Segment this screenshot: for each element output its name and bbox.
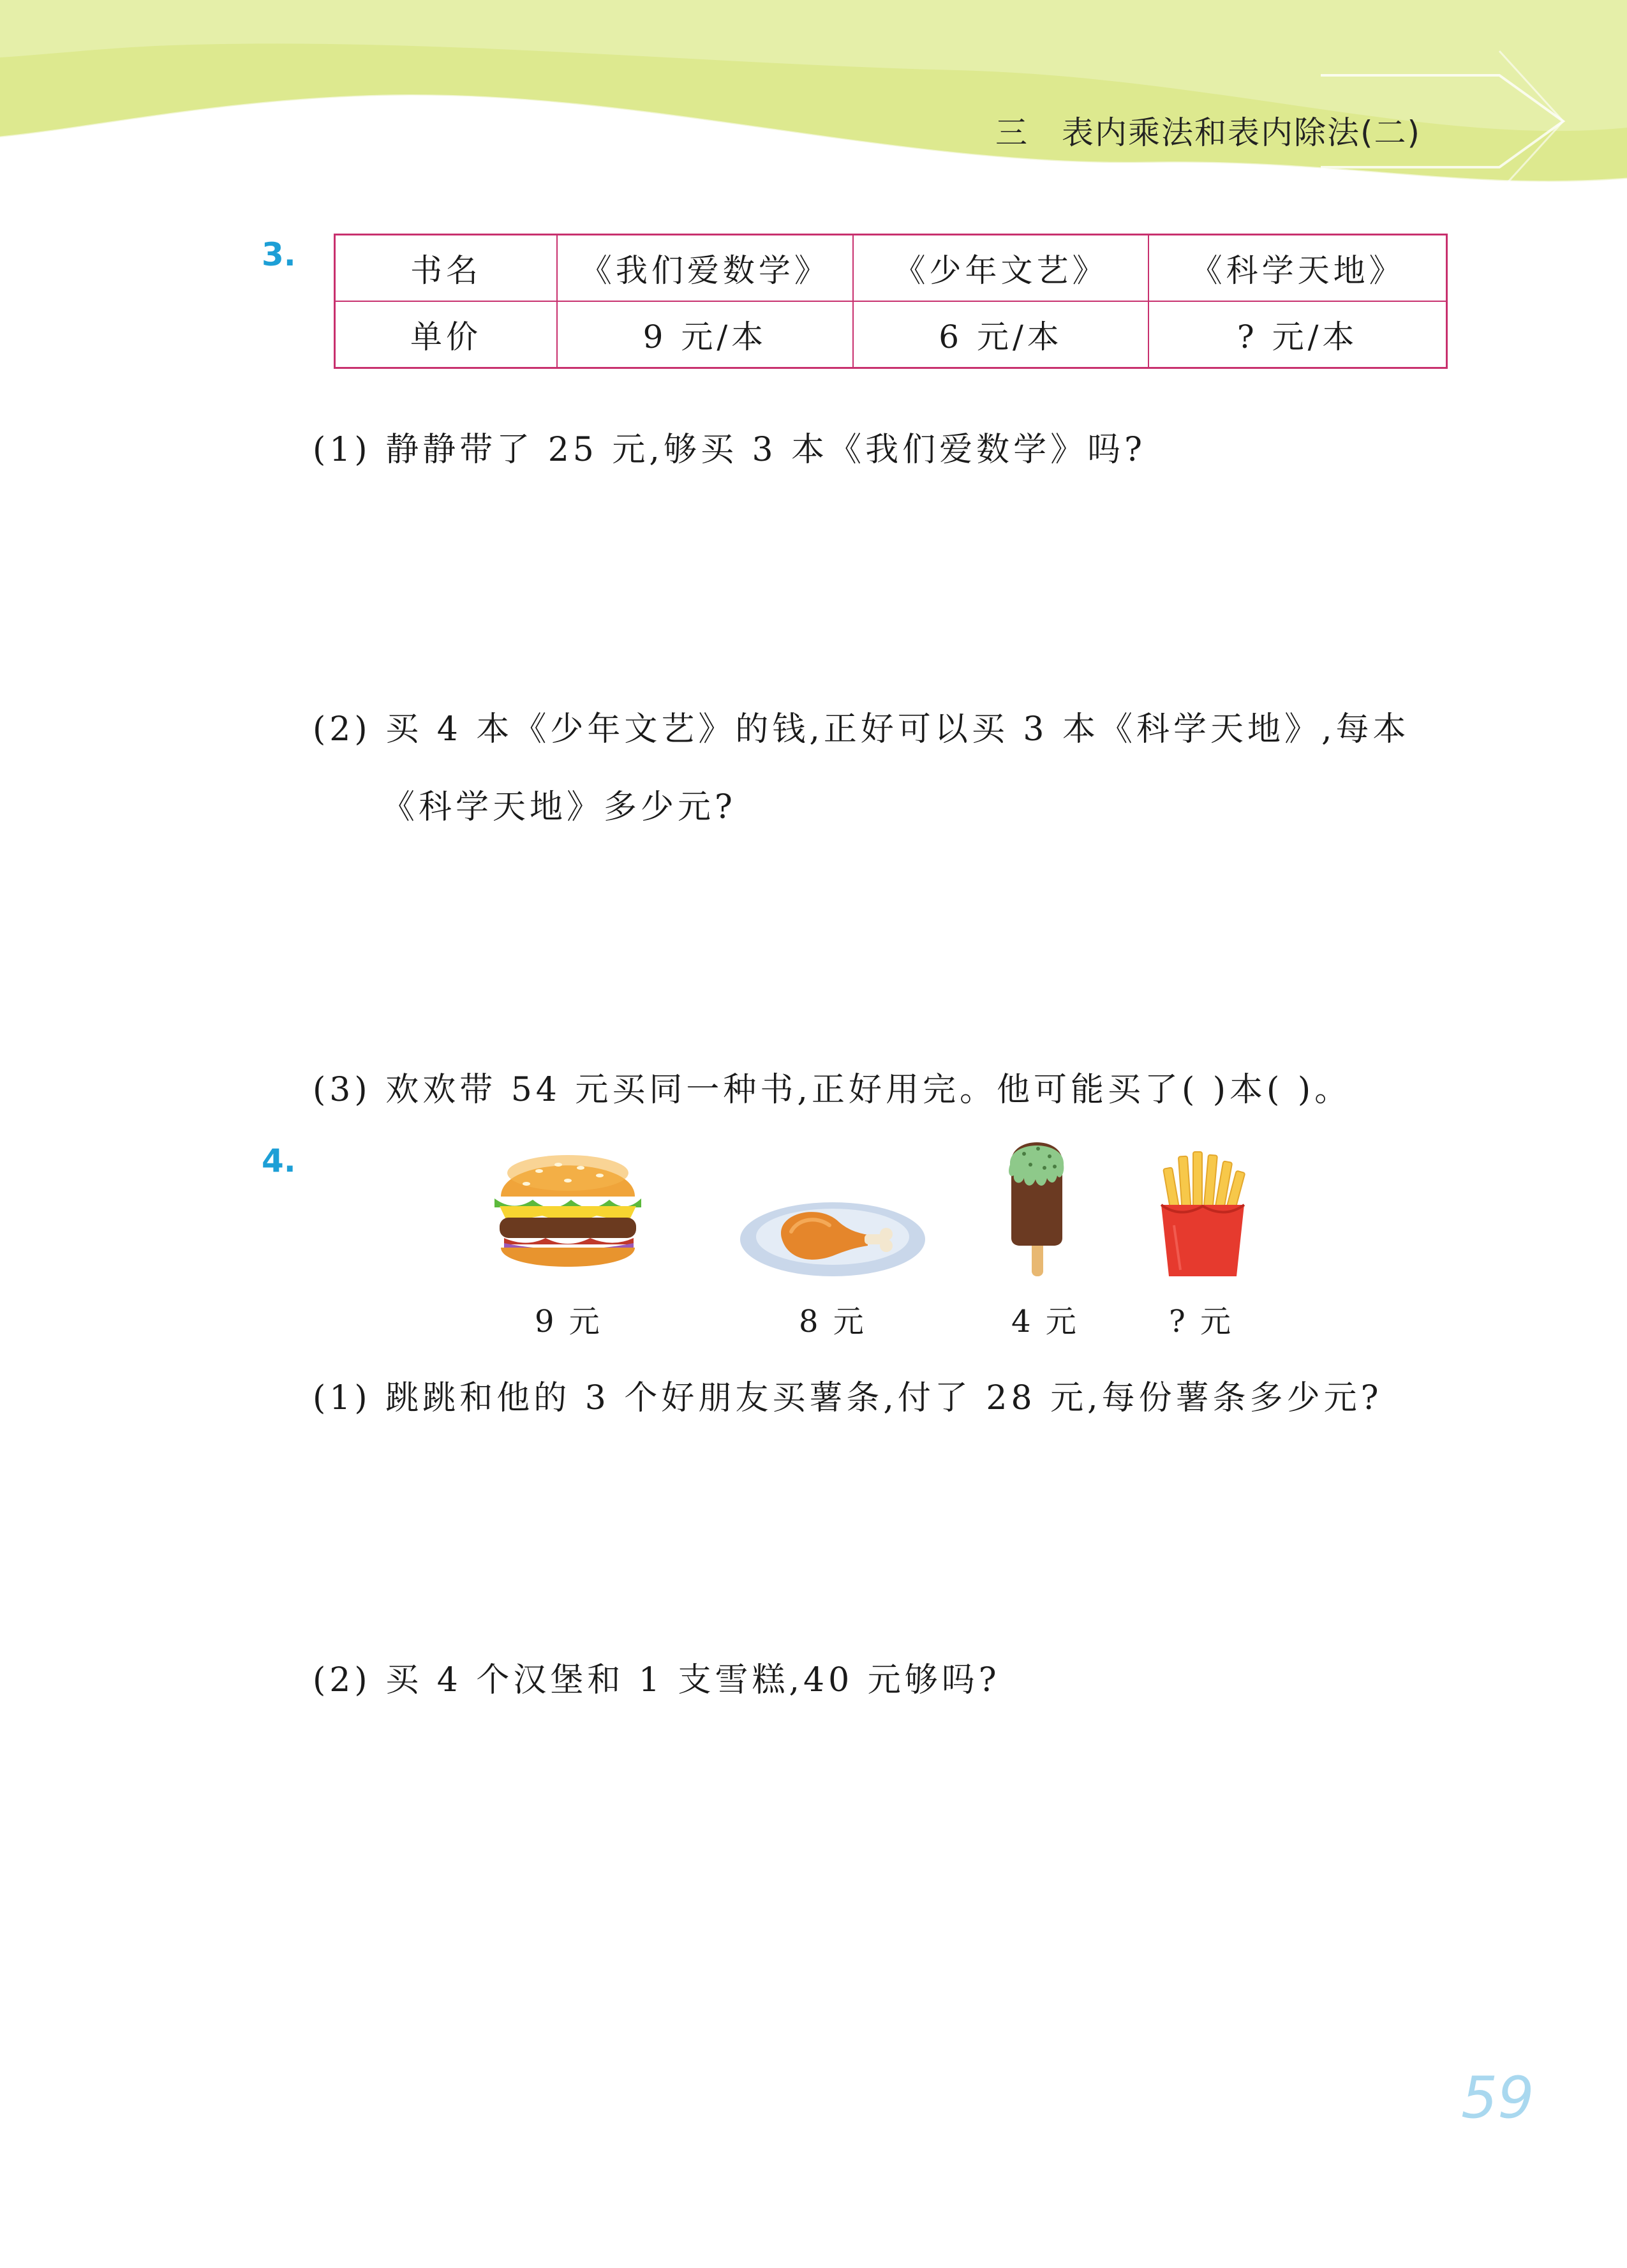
table-row xyxy=(335,235,1447,302)
chicken-leg-icon xyxy=(737,1187,928,1283)
question-3-part-2-line-1: (2) 买 4 本《少年文艺》的钱,正好可以买 3 本《科学天地》,每本 xyxy=(313,710,1410,749)
popsicle-price: 4 元 xyxy=(1011,1304,1079,1339)
table-cell: 9 元/本 xyxy=(557,301,853,368)
table-cell: 《少年文艺》 xyxy=(853,235,1149,302)
fries-icon xyxy=(1155,1149,1251,1279)
popsicle-icon xyxy=(999,1136,1075,1279)
question-3-number: 3. xyxy=(262,236,296,273)
chapter-title xyxy=(995,107,1421,153)
chapter-title-text: 表内乘法和表内除法(二) xyxy=(1062,114,1422,151)
table-cell: ? 元/本 xyxy=(1148,301,1446,368)
table-cell: 《科学天地》 xyxy=(1148,235,1446,302)
hamburger-icon xyxy=(488,1136,648,1279)
page-number: 59 xyxy=(1461,2064,1534,2131)
chicken-leg-price: 8 元 xyxy=(799,1304,866,1339)
question-4-part-1: (1) 跳跳和他的 3 个好朋友买薯条,付了 28 元,每份薯条多少元? xyxy=(313,1379,1383,1417)
table-cell: 6 元/本 xyxy=(853,301,1149,368)
fries-price: ? 元 xyxy=(1169,1304,1233,1339)
chapter-number: 三 xyxy=(995,114,1029,151)
question-3-part-3: (3) 欢欢带 54 元买同一种书,正好用完。他可能买了( )本( )。 xyxy=(313,1071,1352,1109)
header-banner xyxy=(0,0,1627,204)
hamburger-price: 9 元 xyxy=(535,1304,602,1339)
book-price-table xyxy=(334,234,1448,369)
table-cell: 《我们爱数学》 xyxy=(557,235,853,302)
question-3-part-2-line-2: 《科学天地》多少元? xyxy=(382,788,736,826)
table-row xyxy=(335,301,1447,368)
table-cell: 单价 xyxy=(335,301,558,368)
table-cell: 书名 xyxy=(335,235,558,302)
question-3-part-1: (1) 静静带了 25 元,够买 3 本《我们爱数学》吗? xyxy=(313,431,1146,469)
question-4-number: 4. xyxy=(262,1142,296,1179)
question-4-part-2: (2) 买 4 个汉堡和 1 支雪糕,40 元够吗? xyxy=(313,1661,1000,1699)
